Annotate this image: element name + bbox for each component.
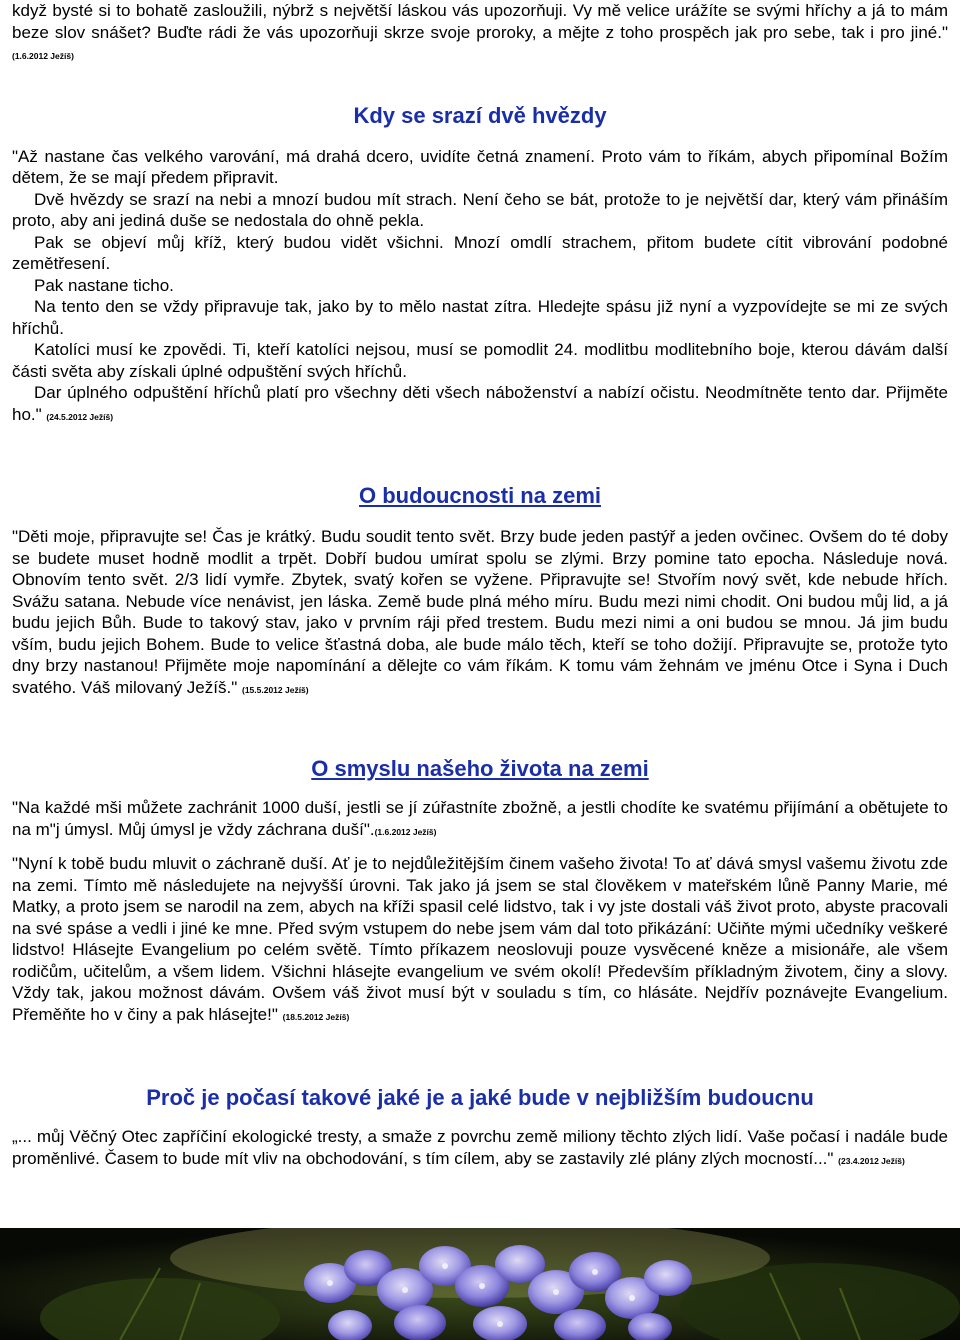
intro-signature: (1.6.2012 Ježíš): [12, 51, 74, 61]
s1-paragraph-1: "Až nastane čas velkého varování, má drahá dcero, uvidíte četná znamení. Proto vám to říkám, abych připomínal Božím dětem, že se mají předem připravit.: [12, 146, 948, 187]
section-title-future: O budoucnosti na zemi: [358, 483, 601, 508]
s1-paragraph-7: [12, 382, 948, 428]
s3-text-1: "Na každé mši můžete zachránit 1000 duší, jestli se jí zúřastníte zbožně, a jestli chodíte ke svatému přijímání a obětujete to na m"j úmysl. Můj úmysl je vždy záchrana duší".: [12, 798, 948, 839]
s3-signature-2: (18.5.2012 Ježíš): [282, 1011, 350, 1022]
s1-paragraph-3: Pak se objeví můj kříž, který budou vidět všichni. Mnozí omdlí strachem, přitom budete cítit vibrování podobné zemětřesení.: [12, 232, 948, 273]
intro-paragraph: [12, 0, 948, 68]
s4-paragraph: [12, 1126, 948, 1172]
s3-signature-1: (1.6.2012 Ježíš): [374, 826, 437, 837]
section-title-weather: Proč je počasí takové jaké je a jaké bude v nejbližším budoucnu: [146, 1085, 814, 1110]
s1-last-text: Dar úplného odpuštění hříchů platí pro všechny děti všech náboženství a nabízí očistu. Neodmítněte tento dar. Přijměte ho.": [12, 383, 948, 424]
s4-signature: (23.4.2012 Ježíš): [838, 1155, 905, 1166]
s2-signature: (15.5.2012 Ježíš): [241, 684, 309, 695]
s3-text-2: "Nyní k tobě budu mluvit o záchraně duší. Ať je to nejdůležitějším činem vašeho života! To ať dává smysl vašemu životu zde na zemi. Tímto mě následujete na nejvyšší úrovni. Tak jako já jsem se stal člověkem v mateřském lůně Panny Marie, mé Matky, a proto jsem se narodil na zem, abych na kříži spasil celé lidstvo, tak i vy jste dostali váš život proto, abyste pracovali na své spáse a vedli i jiné ke mne. Před svým vstupem do nebe jsem vám dal toto přikázání: Učiňte mými učedníky veškeré lidstvo! Hlásejte Evangelium po celém světě. Tímto příkazem neoslovuji pouze vysvěcené kněze a misionáře, ale všem rodičům, učitelům, a všem lidem. Všichni hlásejte evangelium ve svém okolí! Především příkladným životem, činy a slovy. Vždy tak, jakou možnost dávám. Ovšem váš život musí být v souladu s tím, co hlásáte. Nejdřív poznávejte Evangelium. Přeměňte ho v činy a pak hlásejte!": [12, 854, 948, 1024]
s1-paragraph-5: Na tento den se vždy připravuje tak, jako by to mělo nastat zítra. Hledejte spásu již nyní a vyzpovídejte se mi ze svých hříchů.: [12, 297, 948, 338]
s3-paragraph-1: [12, 797, 948, 843]
s1-paragraph-2: Dvě hvězdy se srazí na nebi a mnozí budou mít strach. Není čeho se bát, protože to je největší dar, který vám přináším proto, aby ani jediná duše se nedostala do ohně pekla.: [12, 189, 948, 230]
s1-signature: (24.5.2012 Ježíš): [46, 411, 114, 422]
section-title-stars: Kdy se srazí dvě hvězdy: [353, 102, 607, 128]
s2-paragraph: [12, 526, 948, 701]
s3-paragraph-2: [12, 853, 948, 1028]
section-title-meaning: O smyslu našeho života na zemi: [311, 756, 649, 781]
flower-photo: [0, 1228, 960, 1340]
s1-paragraph-6: Katolíci musí ke zpovědi. Ti, kteří katolíci nejsou, musí se pomodlit 24. modlitbu modlitebního boje, kterou dávám další části světa aby získali úplné odpuštění svých hříchů.: [12, 340, 948, 381]
flower-photo-graphic: [0, 1228, 960, 1340]
paragraph-gap: [12, 843, 948, 853]
s2-text: "Děti moje, připravujte se! Čas je krátký. Budu soudit tento svět. Brzy bude jeden pastýř a jeden ovčinec. Ovšem do té doby se budete muset hodně modlit a trpět. Dobří budou umírat spolu se zlými. Brzy pomine tato epocha. Následuje nová. Obnovím tento svět. 2/3 lidí vymře. Zbytek, svatý kořen se vyžene. Připravujte se! Stvořím nový svět, kde nebude hřích. Svážu satana. Nebude více nenávist, jen láska. Země bude plná mého míru. Budu mezi nimi chodit. Oni budou můj lid, a já budu jejich Bůh. Bude to takový stav, jako v prvním ráji před trestem. Budu mezi nimi a oni budou se mnou. Já jim budu vším, budu jejich Bohem. Bude to velice šťastná doba, ale bude málo těch, kteří se toho dožijí. Připravujte se, protože tyto dny brzy nastanou! Přijměte moje napomínání a dělejte co vám říkám. K tomu vám žehnám ve jménu Otce i Syna i Duch svatého. Váš milovaný Ježíš.": [12, 527, 948, 697]
s4-text: „... můj Věčný Otec zapříčiní ekologické tresty, a smaže z povrchu země miliony těchto zlých lidí. Vaše počasí i nadále bude proměnlivé. Časem to bude mít vliv na obchodování, s tím cílem, aby se zastavily zlé plány zlých mocností...": [12, 1127, 948, 1168]
s1-paragraph-4: Pak nastane ticho.: [34, 275, 174, 295]
intro-text: když bysté si to bohatě zasloužili, nýbrž s největší láskou vás upozorňuji. Vy mě velice urážíte se svými hříchy a já to mám beze slov snášet? Buďte rádi že vás upozorňuji skrze svoje proroky, a mějte z toho prospěch jak pro sebe, tak i pro jiné.": [12, 1, 948, 42]
